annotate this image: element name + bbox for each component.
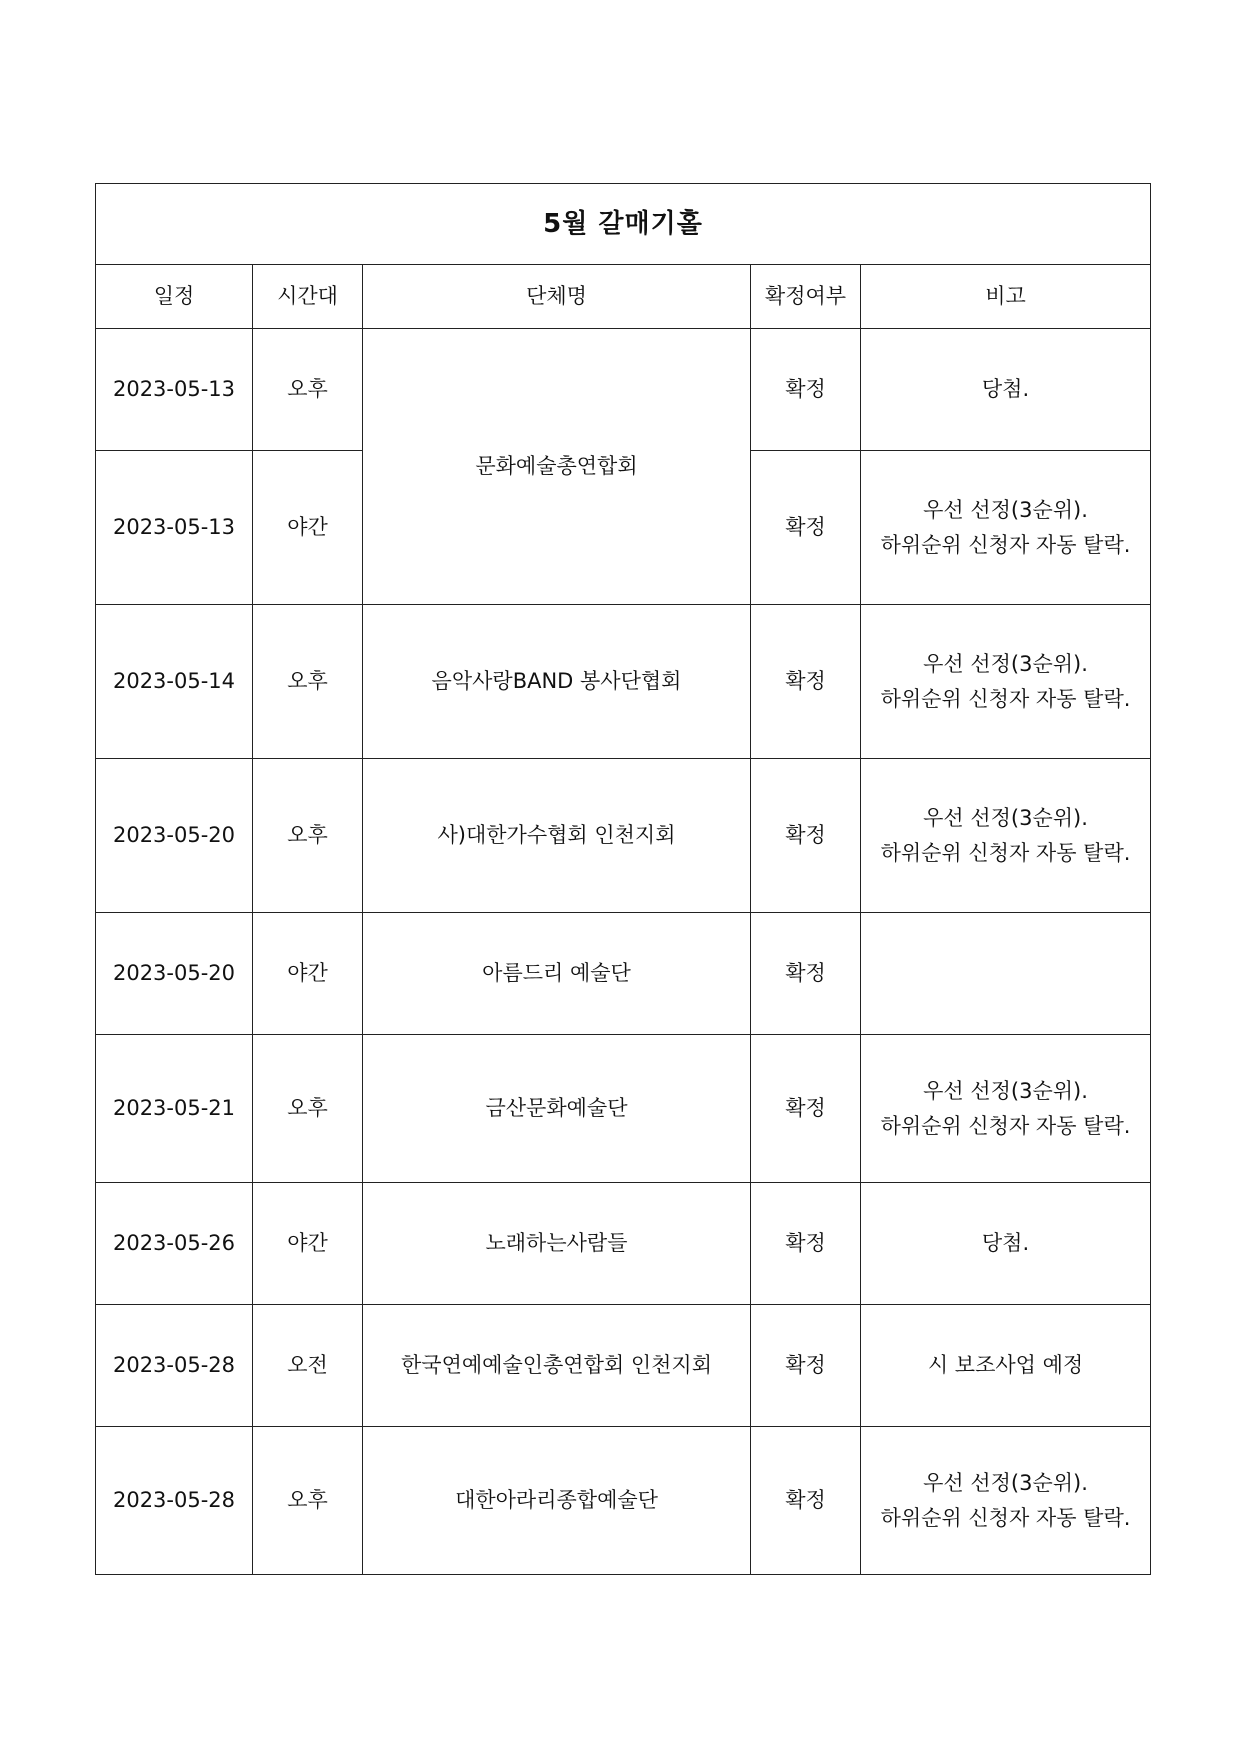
note-line: 하위순위 신청자 자동 탈락. [880, 532, 1131, 557]
note-cell [861, 759, 1151, 913]
table-row [96, 1035, 1151, 1183]
note-line: 당첨. [981, 1231, 1030, 1255]
header-row [96, 265, 1151, 329]
note-line: 시 보조사업 예정 [927, 1353, 1084, 1377]
date-cell: 2023-05-13 [96, 329, 253, 451]
date-cell: 2023-05-20 [96, 913, 253, 1035]
header-date: 일정 [96, 265, 253, 329]
note-cell [861, 451, 1151, 605]
note-line: 하위순위 신청자 자동 탈락. [880, 1505, 1131, 1530]
date-cell: 2023-05-28 [96, 1427, 253, 1575]
time-cell: 오후 [253, 1427, 363, 1575]
table-row [96, 1183, 1151, 1305]
org-cell: 사)대한가수협회 인천지회 [363, 759, 751, 913]
status-cell: 확정 [751, 1183, 861, 1305]
table-row [96, 329, 1151, 451]
table-row [96, 913, 1151, 1035]
date-cell: 2023-05-14 [96, 605, 253, 759]
time-cell: 오후 [253, 329, 363, 451]
table-row [96, 759, 1151, 913]
org-cell: 아름드리 예술단 [363, 913, 751, 1035]
note-line: 하위순위 신청자 자동 탈락. [880, 1113, 1131, 1138]
table-title: 5월 갈매기홀 [96, 184, 1151, 265]
date-cell: 2023-05-20 [96, 759, 253, 913]
status-cell: 확정 [751, 759, 861, 913]
note-cell [861, 1183, 1151, 1305]
note-cell [861, 913, 1151, 1035]
header-time: 시간대 [253, 265, 363, 329]
status-cell: 확정 [751, 451, 861, 605]
org-cell: 노래하는사람들 [363, 1183, 751, 1305]
status-cell: 확정 [751, 1035, 861, 1183]
note-cell [861, 1305, 1151, 1427]
status-cell: 확정 [751, 913, 861, 1035]
header-status: 확정여부 [751, 265, 861, 329]
time-cell: 오후 [253, 1035, 363, 1183]
time-cell: 오후 [253, 605, 363, 759]
status-cell: 확정 [751, 1305, 861, 1427]
time-cell: 오전 [253, 1305, 363, 1427]
org-cell: 음악사랑BAND 봉사단협회 [363, 605, 751, 759]
time-cell: 오후 [253, 759, 363, 913]
date-cell: 2023-05-13 [96, 451, 253, 605]
note-line: 우선 선정(3순위). [923, 651, 1088, 676]
table-row [96, 1305, 1151, 1427]
note-line: 우선 선정(3순위). [923, 1470, 1088, 1495]
org-cell: 문화예술총연합회 [363, 329, 751, 605]
note-line: 당첨. [981, 377, 1030, 401]
time-cell: 야간 [253, 451, 363, 605]
header-org: 단체명 [363, 265, 751, 329]
header-note: 비고 [861, 265, 1151, 329]
org-cell: 금산문화예술단 [363, 1035, 751, 1183]
status-cell: 확정 [751, 1427, 861, 1575]
date-cell: 2023-05-28 [96, 1305, 253, 1427]
status-cell: 확정 [751, 329, 861, 451]
date-cell: 2023-05-26 [96, 1183, 253, 1305]
status-cell: 확정 [751, 605, 861, 759]
note-line: 우선 선정(3순위). [923, 805, 1088, 830]
note-cell [861, 1427, 1151, 1575]
note-cell [861, 605, 1151, 759]
note-cell [861, 1035, 1151, 1183]
table-row [96, 605, 1151, 759]
schedule-table [95, 183, 1151, 1575]
org-cell: 대한아라리종합예술단 [363, 1427, 751, 1575]
table-row [96, 1427, 1151, 1575]
note-cell [861, 329, 1151, 451]
title-row [96, 184, 1151, 265]
note-line: 우선 선정(3순위). [923, 1078, 1088, 1103]
note-line: 우선 선정(3순위). [923, 497, 1088, 522]
org-cell: 한국연예예술인총연합회 인천지회 [363, 1305, 751, 1427]
note-line: 하위순위 신청자 자동 탈락. [880, 840, 1131, 865]
date-cell: 2023-05-21 [96, 1035, 253, 1183]
time-cell: 야간 [253, 1183, 363, 1305]
note-line: 하위순위 신청자 자동 탈락. [880, 686, 1131, 711]
time-cell: 야간 [253, 913, 363, 1035]
